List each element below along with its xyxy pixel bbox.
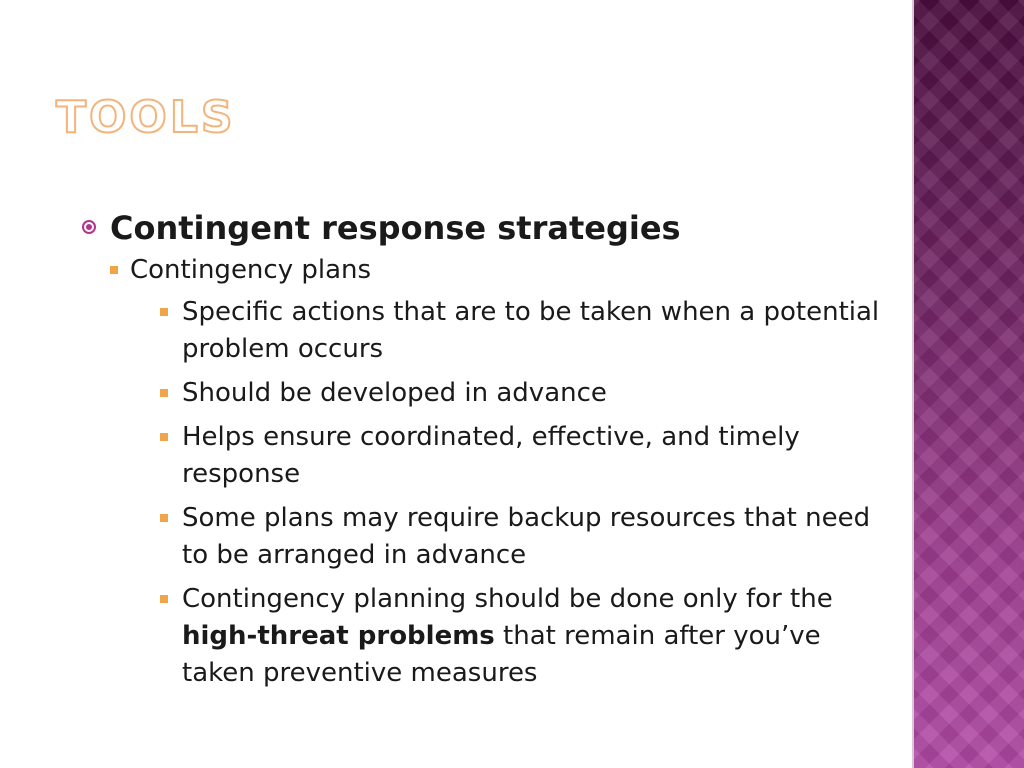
bullet-item-level3 — [160, 419, 890, 493]
bullet-text-part: that remain after you’ve taken preventive measures — [182, 621, 821, 688]
bullet-item-level3 — [160, 375, 890, 412]
bullet-item-level1 — [80, 206, 890, 692]
bullet-list-level1 — [80, 206, 890, 692]
slide-body — [80, 206, 890, 699]
bullet-item-level3 — [160, 581, 890, 692]
square-bullet-icon — [160, 595, 168, 603]
square-bullet-icon — [110, 266, 118, 274]
bullet-text-developed-in-advance: Should be developed in advance — [182, 378, 607, 408]
bullet-text-backup-resources: Some plans may require backup resources that need to be arranged in advance — [182, 503, 871, 570]
bullet-text-contingency-planning — [182, 584, 833, 688]
bullet-list-level3 — [130, 294, 890, 692]
emphasis-high-threat-problems: high-threat problems — [182, 621, 495, 651]
square-bullet-icon — [160, 514, 168, 522]
bullet-list-level2 — [110, 252, 890, 692]
ring-bullet-icon — [82, 220, 96, 234]
bullet-text-contingent-response-strategies: Contingent response strategies — [110, 209, 681, 247]
square-bullet-icon — [160, 308, 168, 316]
bullet-text-contingency-plans: Contingency plans — [130, 255, 372, 285]
decorative-side-band — [912, 0, 1024, 768]
bullet-text-ensure-coordinated-response: Helps ensure coordinated, effective, and timely response — [182, 422, 800, 489]
bullet-text-part: Contingency planning should be done only for the — [182, 584, 833, 614]
square-bullet-icon — [160, 389, 168, 397]
bullet-item-level3 — [160, 500, 890, 574]
bullet-text-specific-actions: Specific actions that are to be taken when a potential problem occurs — [182, 297, 880, 364]
bullet-item-level3 — [160, 294, 890, 368]
square-bullet-icon — [160, 433, 168, 441]
slide-title: TOOLS — [56, 92, 236, 143]
bullet-item-level2 — [110, 252, 890, 692]
